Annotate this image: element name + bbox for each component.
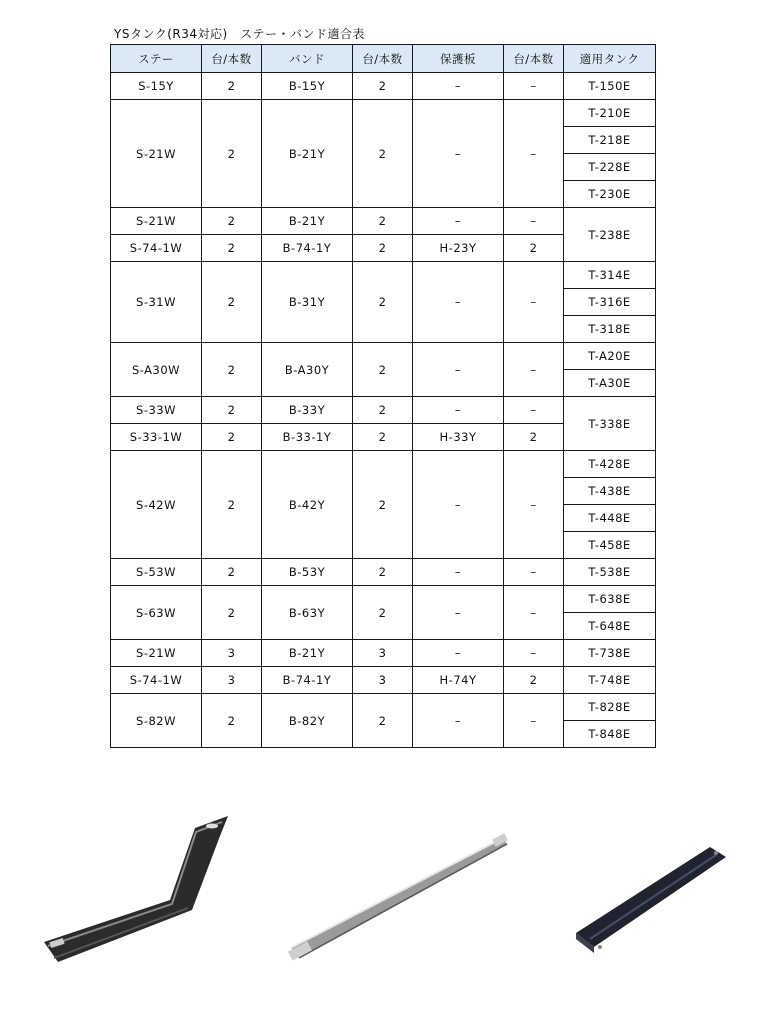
- plate-qty-cell: –: [504, 208, 564, 235]
- band-qty-cell: 2: [353, 235, 413, 262]
- stay-cell: S-33W: [111, 397, 202, 424]
- band-qty-cell: 2: [353, 451, 413, 559]
- plate-cell: –: [413, 694, 504, 748]
- tank-cell: T-538E: [564, 559, 656, 586]
- plate-cell: –: [413, 73, 504, 100]
- table-row: [111, 262, 656, 289]
- plate-qty-cell: –: [504, 262, 564, 343]
- tank-cell: T-428E: [564, 451, 656, 478]
- band-qty-cell: 2: [353, 586, 413, 640]
- table-row: [111, 397, 656, 424]
- band-cell: B-33-1Y: [262, 424, 353, 451]
- band-cell: B-63Y: [262, 586, 353, 640]
- tank-cell: T-150E: [564, 73, 656, 100]
- stay-cell: S-82W: [111, 694, 202, 748]
- table-row: [111, 694, 656, 721]
- plate-cell: H-33Y: [413, 424, 504, 451]
- band-qty-cell: 2: [353, 208, 413, 235]
- table-row: [111, 73, 656, 100]
- stay-qty-cell: 3: [202, 640, 262, 667]
- table-row: [111, 451, 656, 478]
- tank-cell: T-316E: [564, 289, 656, 316]
- protection-plate-image: [570, 835, 730, 965]
- band-qty-cell: 2: [353, 559, 413, 586]
- header-plate-qty: 台/本数: [504, 45, 564, 73]
- header-band-qty: 台/本数: [353, 45, 413, 73]
- tank-cell: T-438E: [564, 478, 656, 505]
- stay-cell: S-31W: [111, 262, 202, 343]
- stay-cell: S-21W: [111, 208, 202, 235]
- table-row: [111, 640, 656, 667]
- plate-qty-cell: –: [504, 397, 564, 424]
- tank-cell: T-A30E: [564, 370, 656, 397]
- plate-cell: –: [413, 640, 504, 667]
- plate-cell: –: [413, 208, 504, 235]
- stay-cell: S-74-1W: [111, 667, 202, 694]
- plate-cell: –: [413, 343, 504, 397]
- header-band: バンド: [262, 45, 353, 73]
- stay-cell: S-42W: [111, 451, 202, 559]
- stay-cell: S-63W: [111, 586, 202, 640]
- band-cell: B-31Y: [262, 262, 353, 343]
- tank-cell: T-314E: [564, 262, 656, 289]
- table-row: [111, 343, 656, 370]
- plate-cell: H-23Y: [413, 235, 504, 262]
- stay-cell: S-74-1W: [111, 235, 202, 262]
- plate-qty-cell: 2: [504, 235, 564, 262]
- header-stay: ステー: [111, 45, 202, 73]
- stay-cell: S-21W: [111, 640, 202, 667]
- band-cell: B-A30Y: [262, 343, 353, 397]
- band-image: [285, 830, 515, 970]
- table-row: [111, 100, 656, 127]
- stay-cell: S-53W: [111, 559, 202, 586]
- tank-cell: T-738E: [564, 640, 656, 667]
- tank-cell: T-458E: [564, 532, 656, 559]
- plate-cell: H-74Y: [413, 667, 504, 694]
- band-cell: B-53Y: [262, 559, 353, 586]
- band-cell: B-74-1Y: [262, 667, 353, 694]
- tank-cell: T-218E: [564, 127, 656, 154]
- band-qty-cell: 2: [353, 694, 413, 748]
- stay-qty-cell: 2: [202, 397, 262, 424]
- stay-qty-cell: 2: [202, 451, 262, 559]
- tank-cell: T-338E: [564, 397, 656, 451]
- band-cell: B-21Y: [262, 208, 353, 235]
- plate-qty-cell: –: [504, 73, 564, 100]
- plate-cell: –: [413, 586, 504, 640]
- stay-qty-cell: 2: [202, 559, 262, 586]
- band-cell: B-21Y: [262, 640, 353, 667]
- table-row: [111, 208, 656, 235]
- plate-qty-cell: –: [504, 343, 564, 397]
- tank-cell: T-238E: [564, 208, 656, 262]
- band-cell: B-21Y: [262, 100, 353, 208]
- band-cell: B-15Y: [262, 73, 353, 100]
- stay-qty-cell: 2: [202, 424, 262, 451]
- stay-qty-cell: 2: [202, 235, 262, 262]
- band-qty-cell: 2: [353, 343, 413, 397]
- band-qty-cell: 2: [353, 397, 413, 424]
- plate-qty-cell: 2: [504, 667, 564, 694]
- tank-cell: T-448E: [564, 505, 656, 532]
- plate-cell: –: [413, 397, 504, 424]
- stay-qty-cell: 3: [202, 667, 262, 694]
- header-plate: 保護板: [413, 45, 504, 73]
- band-cell: B-42Y: [262, 451, 353, 559]
- table-row: [111, 559, 656, 586]
- stay-qty-cell: 2: [202, 343, 262, 397]
- fitment-table: [110, 44, 656, 748]
- tank-cell: T-648E: [564, 613, 656, 640]
- plate-cell: –: [413, 451, 504, 559]
- tank-cell: T-638E: [564, 586, 656, 613]
- stay-qty-cell: 2: [202, 73, 262, 100]
- tank-cell: T-318E: [564, 316, 656, 343]
- stay-bracket-image: [40, 800, 240, 970]
- plate-qty-cell: –: [504, 694, 564, 748]
- tank-cell: T-748E: [564, 667, 656, 694]
- band-cell: B-33Y: [262, 397, 353, 424]
- band-qty-cell: 2: [353, 424, 413, 451]
- header-stay-qty: 台/本数: [202, 45, 262, 73]
- tank-cell: T-228E: [564, 154, 656, 181]
- plate-cell: –: [413, 559, 504, 586]
- plate-qty-cell: –: [504, 640, 564, 667]
- stay-cell: S-21W: [111, 100, 202, 208]
- band-qty-cell: 3: [353, 667, 413, 694]
- stay-qty-cell: 2: [202, 208, 262, 235]
- plate-qty-cell: –: [504, 559, 564, 586]
- band-cell: B-74-1Y: [262, 235, 353, 262]
- band-qty-cell: 2: [353, 73, 413, 100]
- stay-qty-cell: 2: [202, 100, 262, 208]
- band-qty-cell: 2: [353, 100, 413, 208]
- header-row: [111, 45, 656, 73]
- table-row: [111, 667, 656, 694]
- plate-qty-cell: –: [504, 451, 564, 559]
- stay-cell: S-15Y: [111, 73, 202, 100]
- band-qty-cell: 2: [353, 262, 413, 343]
- stay-qty-cell: 2: [202, 262, 262, 343]
- plate-qty-cell: –: [504, 586, 564, 640]
- stay-qty-cell: 2: [202, 694, 262, 748]
- tank-cell: T-848E: [564, 721, 656, 748]
- plate-cell: –: [413, 262, 504, 343]
- plate-qty-cell: –: [504, 100, 564, 208]
- tank-cell: T-828E: [564, 694, 656, 721]
- tank-cell: T-A20E: [564, 343, 656, 370]
- plate-qty-cell: 2: [504, 424, 564, 451]
- band-qty-cell: 3: [353, 640, 413, 667]
- stay-cell: S-A30W: [111, 343, 202, 397]
- page-title: YSタンク(R34対応) ステー・バンド適合表: [114, 27, 365, 41]
- tank-cell: T-210E: [564, 100, 656, 127]
- plate-cell: –: [413, 100, 504, 208]
- band-cell: B-82Y: [262, 694, 353, 748]
- stay-cell: S-33-1W: [111, 424, 202, 451]
- product-photos: [0, 790, 768, 1024]
- header-tank: 適用タンク: [564, 45, 656, 73]
- tank-cell: T-230E: [564, 181, 656, 208]
- table-row: [111, 586, 656, 613]
- stay-qty-cell: 2: [202, 586, 262, 640]
